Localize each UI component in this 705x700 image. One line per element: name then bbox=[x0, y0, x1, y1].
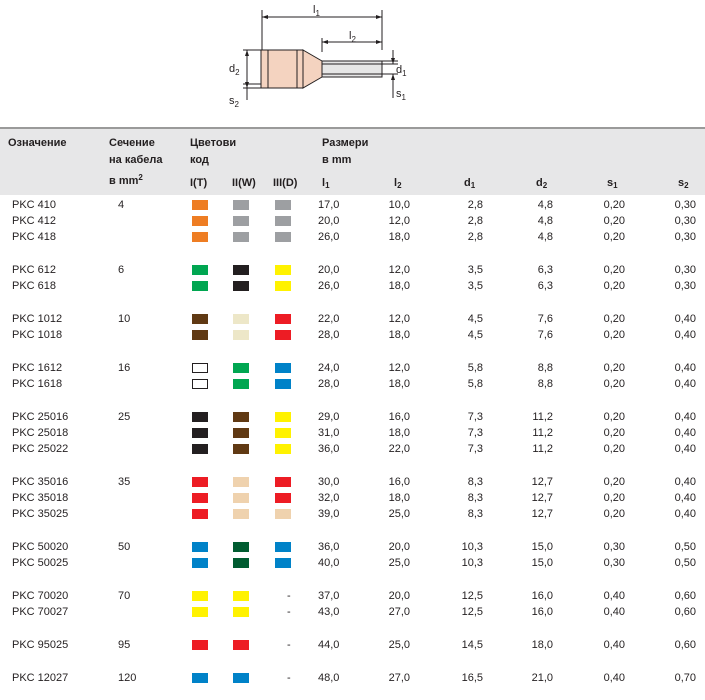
cell-s2: 0,40 bbox=[674, 378, 696, 390]
color-swatch-grey bbox=[275, 216, 291, 226]
color-swatch-darkgreen bbox=[233, 558, 249, 568]
color-swatch-white bbox=[192, 379, 208, 389]
cell-l1: 22,0 bbox=[318, 313, 340, 325]
cell-l1: 43,0 bbox=[318, 606, 340, 618]
color-swatch-red bbox=[275, 330, 291, 340]
cell-section: 70 bbox=[118, 590, 131, 602]
cell-c3-dash: - bbox=[287, 639, 291, 651]
header-s2: $s_2$ bbox=[678, 177, 689, 190]
cell-s2: 0,30 bbox=[674, 199, 696, 211]
cell-name: PKC 612 bbox=[12, 264, 57, 276]
color-swatch-black bbox=[192, 412, 208, 422]
cell-s1: 0,40 bbox=[603, 590, 625, 602]
cell-s2: 0,70 bbox=[674, 672, 696, 684]
cell-c3-dash: - bbox=[287, 606, 291, 618]
cell-d1: 4,5 bbox=[467, 313, 483, 325]
color-swatch-grey bbox=[233, 216, 249, 226]
cell-name: PKC 35018 bbox=[12, 492, 69, 504]
cell-section: 50 bbox=[118, 541, 131, 553]
cell-l1: 36,0 bbox=[318, 443, 340, 455]
cell-d1: 3,5 bbox=[467, 264, 483, 276]
color-swatch-blue bbox=[192, 542, 208, 552]
cell-d2: 21,0 bbox=[531, 672, 553, 684]
cell-s1: 0,40 bbox=[603, 672, 625, 684]
cell-d1: 14,5 bbox=[461, 639, 483, 651]
color-swatch-yellow bbox=[275, 444, 291, 454]
cell-s2: 0,40 bbox=[674, 313, 696, 325]
color-swatch-white bbox=[192, 363, 208, 373]
header-color-i: I(T) bbox=[190, 177, 208, 189]
color-swatch-yellow bbox=[233, 591, 249, 601]
diagram-label-d2: d bbox=[229, 63, 236, 75]
cell-section: 25 bbox=[118, 411, 131, 423]
cell-d1: 7,3 bbox=[467, 411, 483, 423]
cell-s2: 0,40 bbox=[674, 362, 696, 374]
header-d2: $d_2$ bbox=[536, 177, 548, 190]
cell-s1: 0,20 bbox=[603, 427, 625, 439]
cell-s2: 0,30 bbox=[674, 264, 696, 276]
color-swatch-orange bbox=[192, 200, 208, 210]
cell-d1: 10,3 bbox=[461, 541, 483, 553]
cell-s2: 0,30 bbox=[674, 215, 696, 227]
cell-l2: 27,0 bbox=[388, 606, 410, 618]
cell-c3-dash: - bbox=[287, 672, 291, 684]
cell-l1: 32,0 bbox=[318, 492, 340, 504]
cell-s2: 0,40 bbox=[674, 476, 696, 488]
cell-s1: 0,20 bbox=[603, 329, 625, 341]
cell-l2: 12,0 bbox=[388, 264, 410, 276]
color-swatch-green bbox=[192, 265, 208, 275]
cell-section: 16 bbox=[118, 362, 131, 374]
cell-name: PKC 418 bbox=[12, 231, 57, 243]
cell-s1: 0,20 bbox=[603, 231, 625, 243]
cell-l2: 18,0 bbox=[388, 329, 410, 341]
color-swatch-beige bbox=[233, 477, 249, 487]
cell-name: PKC 1018 bbox=[12, 329, 63, 341]
header-l2: $l_2$ bbox=[394, 177, 402, 190]
cell-s1: 0,30 bbox=[603, 557, 625, 569]
cell-d2: 4,8 bbox=[537, 199, 553, 211]
header-d1: $d_1$ bbox=[464, 177, 476, 190]
color-swatch-yellow bbox=[275, 428, 291, 438]
cell-s1: 0,20 bbox=[603, 199, 625, 211]
cell-name: PKC 1612 bbox=[12, 362, 63, 374]
cell-l1: 26,0 bbox=[318, 231, 340, 243]
color-swatch-grey bbox=[275, 232, 291, 242]
cell-name: PKC 12027 bbox=[12, 672, 69, 684]
cell-l1: 20,0 bbox=[318, 215, 340, 227]
color-swatch-green bbox=[233, 363, 249, 373]
cell-l2: 16,0 bbox=[388, 411, 410, 423]
cell-s2: 0,60 bbox=[674, 606, 696, 618]
cell-name: PKC 35016 bbox=[12, 476, 69, 488]
cell-d2: 16,0 bbox=[531, 590, 553, 602]
cell-d1: 5,8 bbox=[467, 362, 483, 374]
cell-d1: 2,8 bbox=[467, 231, 483, 243]
cell-l1: 17,0 bbox=[318, 199, 340, 211]
cell-s1: 0,40 bbox=[603, 606, 625, 618]
color-swatch-red bbox=[192, 493, 208, 503]
cell-name: PKC 410 bbox=[12, 199, 57, 211]
cell-s2: 0,40 bbox=[674, 427, 696, 439]
cell-s1: 0,40 bbox=[603, 639, 625, 651]
cell-s2: 0,40 bbox=[674, 443, 696, 455]
cell-d2: 11,2 bbox=[532, 427, 553, 439]
color-swatch-yellow bbox=[275, 412, 291, 422]
color-swatch-red bbox=[275, 477, 291, 487]
cell-l1: 48,0 bbox=[318, 672, 340, 684]
color-swatch-cream bbox=[233, 314, 249, 324]
cell-s2: 0,40 bbox=[674, 411, 696, 423]
cell-s1: 0,20 bbox=[603, 508, 625, 520]
cell-d1: 16,5 bbox=[461, 672, 483, 684]
color-swatch-red bbox=[192, 509, 208, 519]
color-swatch-red bbox=[275, 493, 291, 503]
cell-d2: 7,6 bbox=[537, 313, 553, 325]
color-swatch-brown bbox=[192, 314, 208, 324]
cell-l1: 29,0 bbox=[318, 411, 340, 423]
color-swatch-orange bbox=[192, 216, 208, 226]
cell-section: 35 bbox=[118, 476, 131, 488]
cell-l1: 24,0 bbox=[318, 362, 340, 374]
cell-l2: 16,0 bbox=[388, 476, 410, 488]
cell-l1: 26,0 bbox=[318, 280, 340, 292]
header-color-code: Цветови код bbox=[190, 137, 237, 166]
color-swatch-yellow bbox=[275, 265, 291, 275]
cell-c3-dash: - bbox=[287, 590, 291, 602]
svg-text:d2: $d_2$ bbox=[229, 63, 240, 77]
cell-d1: 8,3 bbox=[467, 492, 483, 504]
cell-l2: 20,0 bbox=[388, 541, 410, 553]
cell-l2: 10,0 bbox=[388, 199, 410, 211]
color-swatch-black bbox=[233, 281, 249, 291]
color-swatch-blue bbox=[233, 673, 249, 683]
color-swatch-red bbox=[233, 640, 249, 650]
cell-name: PKC 25018 bbox=[12, 427, 69, 439]
svg-text:s2: $s_2$ bbox=[229, 95, 239, 109]
cell-d2: 18,0 bbox=[531, 639, 553, 651]
color-swatch-yellow bbox=[192, 591, 208, 601]
cell-d1: 7,3 bbox=[467, 443, 483, 455]
cell-l2: 25,0 bbox=[388, 557, 410, 569]
cell-s1: 0,20 bbox=[603, 264, 625, 276]
color-swatch-grey bbox=[233, 200, 249, 210]
cell-d1: 8,3 bbox=[467, 476, 483, 488]
color-swatch-blue bbox=[192, 558, 208, 568]
diagram-label-s1: s bbox=[396, 88, 402, 100]
color-swatch-blue bbox=[275, 363, 291, 373]
cell-d2: 8,8 bbox=[537, 362, 553, 374]
cell-l1: 20,0 bbox=[318, 264, 340, 276]
header-color-ii: II(W) bbox=[232, 177, 256, 189]
cell-name: PKC 35025 bbox=[12, 508, 69, 520]
cell-s1: 0,20 bbox=[603, 378, 625, 390]
cell-d2: 4,8 bbox=[537, 215, 553, 227]
color-swatch-blue bbox=[275, 379, 291, 389]
cell-d1: 3,5 bbox=[467, 280, 483, 292]
cell-d2: 6,3 bbox=[537, 264, 553, 276]
cell-l1: 36,0 bbox=[318, 541, 340, 553]
cell-d2: 7,6 bbox=[537, 329, 553, 341]
cell-d1: 12,5 bbox=[461, 590, 483, 602]
cell-s2: 0,30 bbox=[674, 231, 696, 243]
diagram-label-s2: s bbox=[229, 95, 235, 107]
cell-l2: 25,0 bbox=[388, 639, 410, 651]
color-swatch-beige bbox=[233, 509, 249, 519]
cell-s2: 0,60 bbox=[674, 590, 696, 602]
diagram-label-d1: d bbox=[396, 64, 403, 76]
cell-section: 95 bbox=[118, 639, 131, 651]
svg-text:s1: $s_1$ bbox=[396, 88, 406, 102]
header-section: Сечение на кабела в $mm^2$ bbox=[109, 137, 163, 187]
cell-section: 10 bbox=[118, 313, 131, 325]
diagram-label-l1: l bbox=[313, 4, 316, 16]
color-swatch-yellow bbox=[275, 281, 291, 291]
cell-d2: 15,0 bbox=[531, 541, 553, 553]
color-swatch-brown bbox=[233, 428, 249, 438]
cell-l1: 44,0 bbox=[318, 639, 340, 651]
color-swatch-brown bbox=[192, 330, 208, 340]
header-s1: $s_1$ bbox=[607, 177, 618, 190]
cell-s2: 0,40 bbox=[674, 329, 696, 341]
cell-name: PKC 1012 bbox=[12, 313, 63, 325]
cell-d1: 2,8 bbox=[467, 199, 483, 211]
color-swatch-black bbox=[192, 444, 208, 454]
color-swatch-beige bbox=[275, 509, 291, 519]
cell-l2: 18,0 bbox=[388, 427, 410, 439]
cell-name: PKC 25022 bbox=[12, 443, 69, 455]
color-swatch-brown bbox=[233, 412, 249, 422]
cell-d2: 11,2 bbox=[532, 411, 553, 423]
cell-name: PKC 70020 bbox=[12, 590, 69, 602]
diagram-label-l2: l bbox=[349, 30, 352, 42]
cell-l2: 27,0 bbox=[388, 672, 410, 684]
cell-l1: 31,0 bbox=[318, 427, 340, 439]
cell-l1: 39,0 bbox=[318, 508, 340, 520]
cell-l2: 20,0 bbox=[388, 590, 410, 602]
cell-section: 4 bbox=[118, 199, 125, 211]
cell-d1: 2,8 bbox=[467, 215, 483, 227]
cell-d1: 4,5 bbox=[467, 329, 483, 341]
color-swatch-yellow bbox=[233, 607, 249, 617]
color-swatch-blue bbox=[275, 558, 291, 568]
svg-text:d1: $d_1$ bbox=[396, 64, 407, 78]
color-swatch-red bbox=[192, 640, 208, 650]
cell-d2: 6,3 bbox=[537, 280, 553, 292]
cell-s2: 0,60 bbox=[674, 639, 696, 651]
cell-l1: 30,0 bbox=[318, 476, 340, 488]
color-swatch-blue bbox=[192, 673, 208, 683]
color-swatch-black bbox=[192, 428, 208, 438]
cell-section: 120 bbox=[118, 672, 137, 684]
color-swatch-darkgreen bbox=[233, 542, 249, 552]
cell-s2: 0,40 bbox=[674, 508, 696, 520]
color-swatch-grey bbox=[233, 232, 249, 242]
cell-l2: 22,0 bbox=[388, 443, 410, 455]
cell-name: PKC 618 bbox=[12, 280, 57, 292]
color-swatch-beige bbox=[233, 493, 249, 503]
color-swatch-blue bbox=[275, 542, 291, 552]
header-dimensions: Размери в mm bbox=[322, 137, 369, 166]
header-color-iii: III(D) bbox=[273, 177, 298, 189]
cell-l2: 25,0 bbox=[388, 508, 410, 520]
cell-l2: 12,0 bbox=[388, 313, 410, 325]
cell-d1: 12,5 bbox=[461, 606, 483, 618]
cell-l2: 18,0 bbox=[388, 378, 410, 390]
color-swatch-grey bbox=[275, 200, 291, 210]
cell-s1: 0,20 bbox=[603, 411, 625, 423]
cell-d2: 15,0 bbox=[531, 557, 553, 569]
cell-d1: 7,3 bbox=[467, 427, 483, 439]
cell-name: PKC 50020 bbox=[12, 541, 69, 553]
cell-s1: 0,20 bbox=[603, 313, 625, 325]
cell-l2: 18,0 bbox=[388, 280, 410, 292]
cell-d2: 4,8 bbox=[537, 231, 553, 243]
cell-l1: 28,0 bbox=[318, 329, 340, 341]
cell-name: PKC 70027 bbox=[12, 606, 69, 618]
cell-d2: 11,2 bbox=[532, 443, 553, 455]
cell-l1: 28,0 bbox=[318, 378, 340, 390]
color-swatch-black bbox=[233, 265, 249, 275]
cell-l2: 18,0 bbox=[388, 492, 410, 504]
color-swatch-cream bbox=[233, 330, 249, 340]
cell-s1: 0,30 bbox=[603, 541, 625, 553]
cell-d2: 12,7 bbox=[531, 508, 553, 520]
cell-name: PKC 1618 bbox=[12, 378, 63, 390]
color-swatch-brown bbox=[233, 444, 249, 454]
cell-s2: 0,50 bbox=[674, 541, 696, 553]
cell-s1: 0,20 bbox=[603, 476, 625, 488]
cell-d1: 10,3 bbox=[461, 557, 483, 569]
cell-d1: 8,3 bbox=[467, 508, 483, 520]
cell-d1: 5,8 bbox=[467, 378, 483, 390]
svg-text:l2: $l_2$ bbox=[349, 30, 356, 44]
color-swatch-red bbox=[192, 477, 208, 487]
header-l1: $l_1$ bbox=[322, 177, 330, 190]
cell-name: PKC 50025 bbox=[12, 557, 69, 569]
svg-text:l1: $l_1$ bbox=[313, 4, 320, 18]
cell-s1: 0,20 bbox=[603, 280, 625, 292]
cell-section: 6 bbox=[118, 264, 125, 276]
cell-name: PKC 25016 bbox=[12, 411, 69, 423]
cell-d2: 12,7 bbox=[531, 492, 553, 504]
cell-s1: 0,20 bbox=[603, 215, 625, 227]
color-swatch-green bbox=[192, 281, 208, 291]
color-swatch-green bbox=[233, 379, 249, 389]
cell-l2: 18,0 bbox=[388, 231, 410, 243]
cell-name: PKC 412 bbox=[12, 215, 57, 227]
cell-s1: 0,20 bbox=[603, 443, 625, 455]
cell-s1: 0,20 bbox=[603, 492, 625, 504]
cell-s2: 0,40 bbox=[674, 492, 696, 504]
color-swatch-yellow bbox=[192, 607, 208, 617]
cell-name: PKC 95025 bbox=[12, 639, 69, 651]
cell-d2: 16,0 bbox=[531, 606, 553, 618]
cell-s1: 0,20 bbox=[603, 362, 625, 374]
cell-l1: 37,0 bbox=[318, 590, 340, 602]
cell-l2: 12,0 bbox=[388, 362, 410, 374]
cell-s2: 0,50 bbox=[674, 557, 696, 569]
color-swatch-red bbox=[275, 314, 291, 324]
cell-l2: 12,0 bbox=[388, 215, 410, 227]
cell-l1: 40,0 bbox=[318, 557, 340, 569]
cell-d2: 12,7 bbox=[531, 476, 553, 488]
color-swatch-orange bbox=[192, 232, 208, 242]
cell-s2: 0,30 bbox=[674, 280, 696, 292]
cell-d2: 8,8 bbox=[537, 378, 553, 390]
header-designation: Означение bbox=[8, 137, 67, 149]
